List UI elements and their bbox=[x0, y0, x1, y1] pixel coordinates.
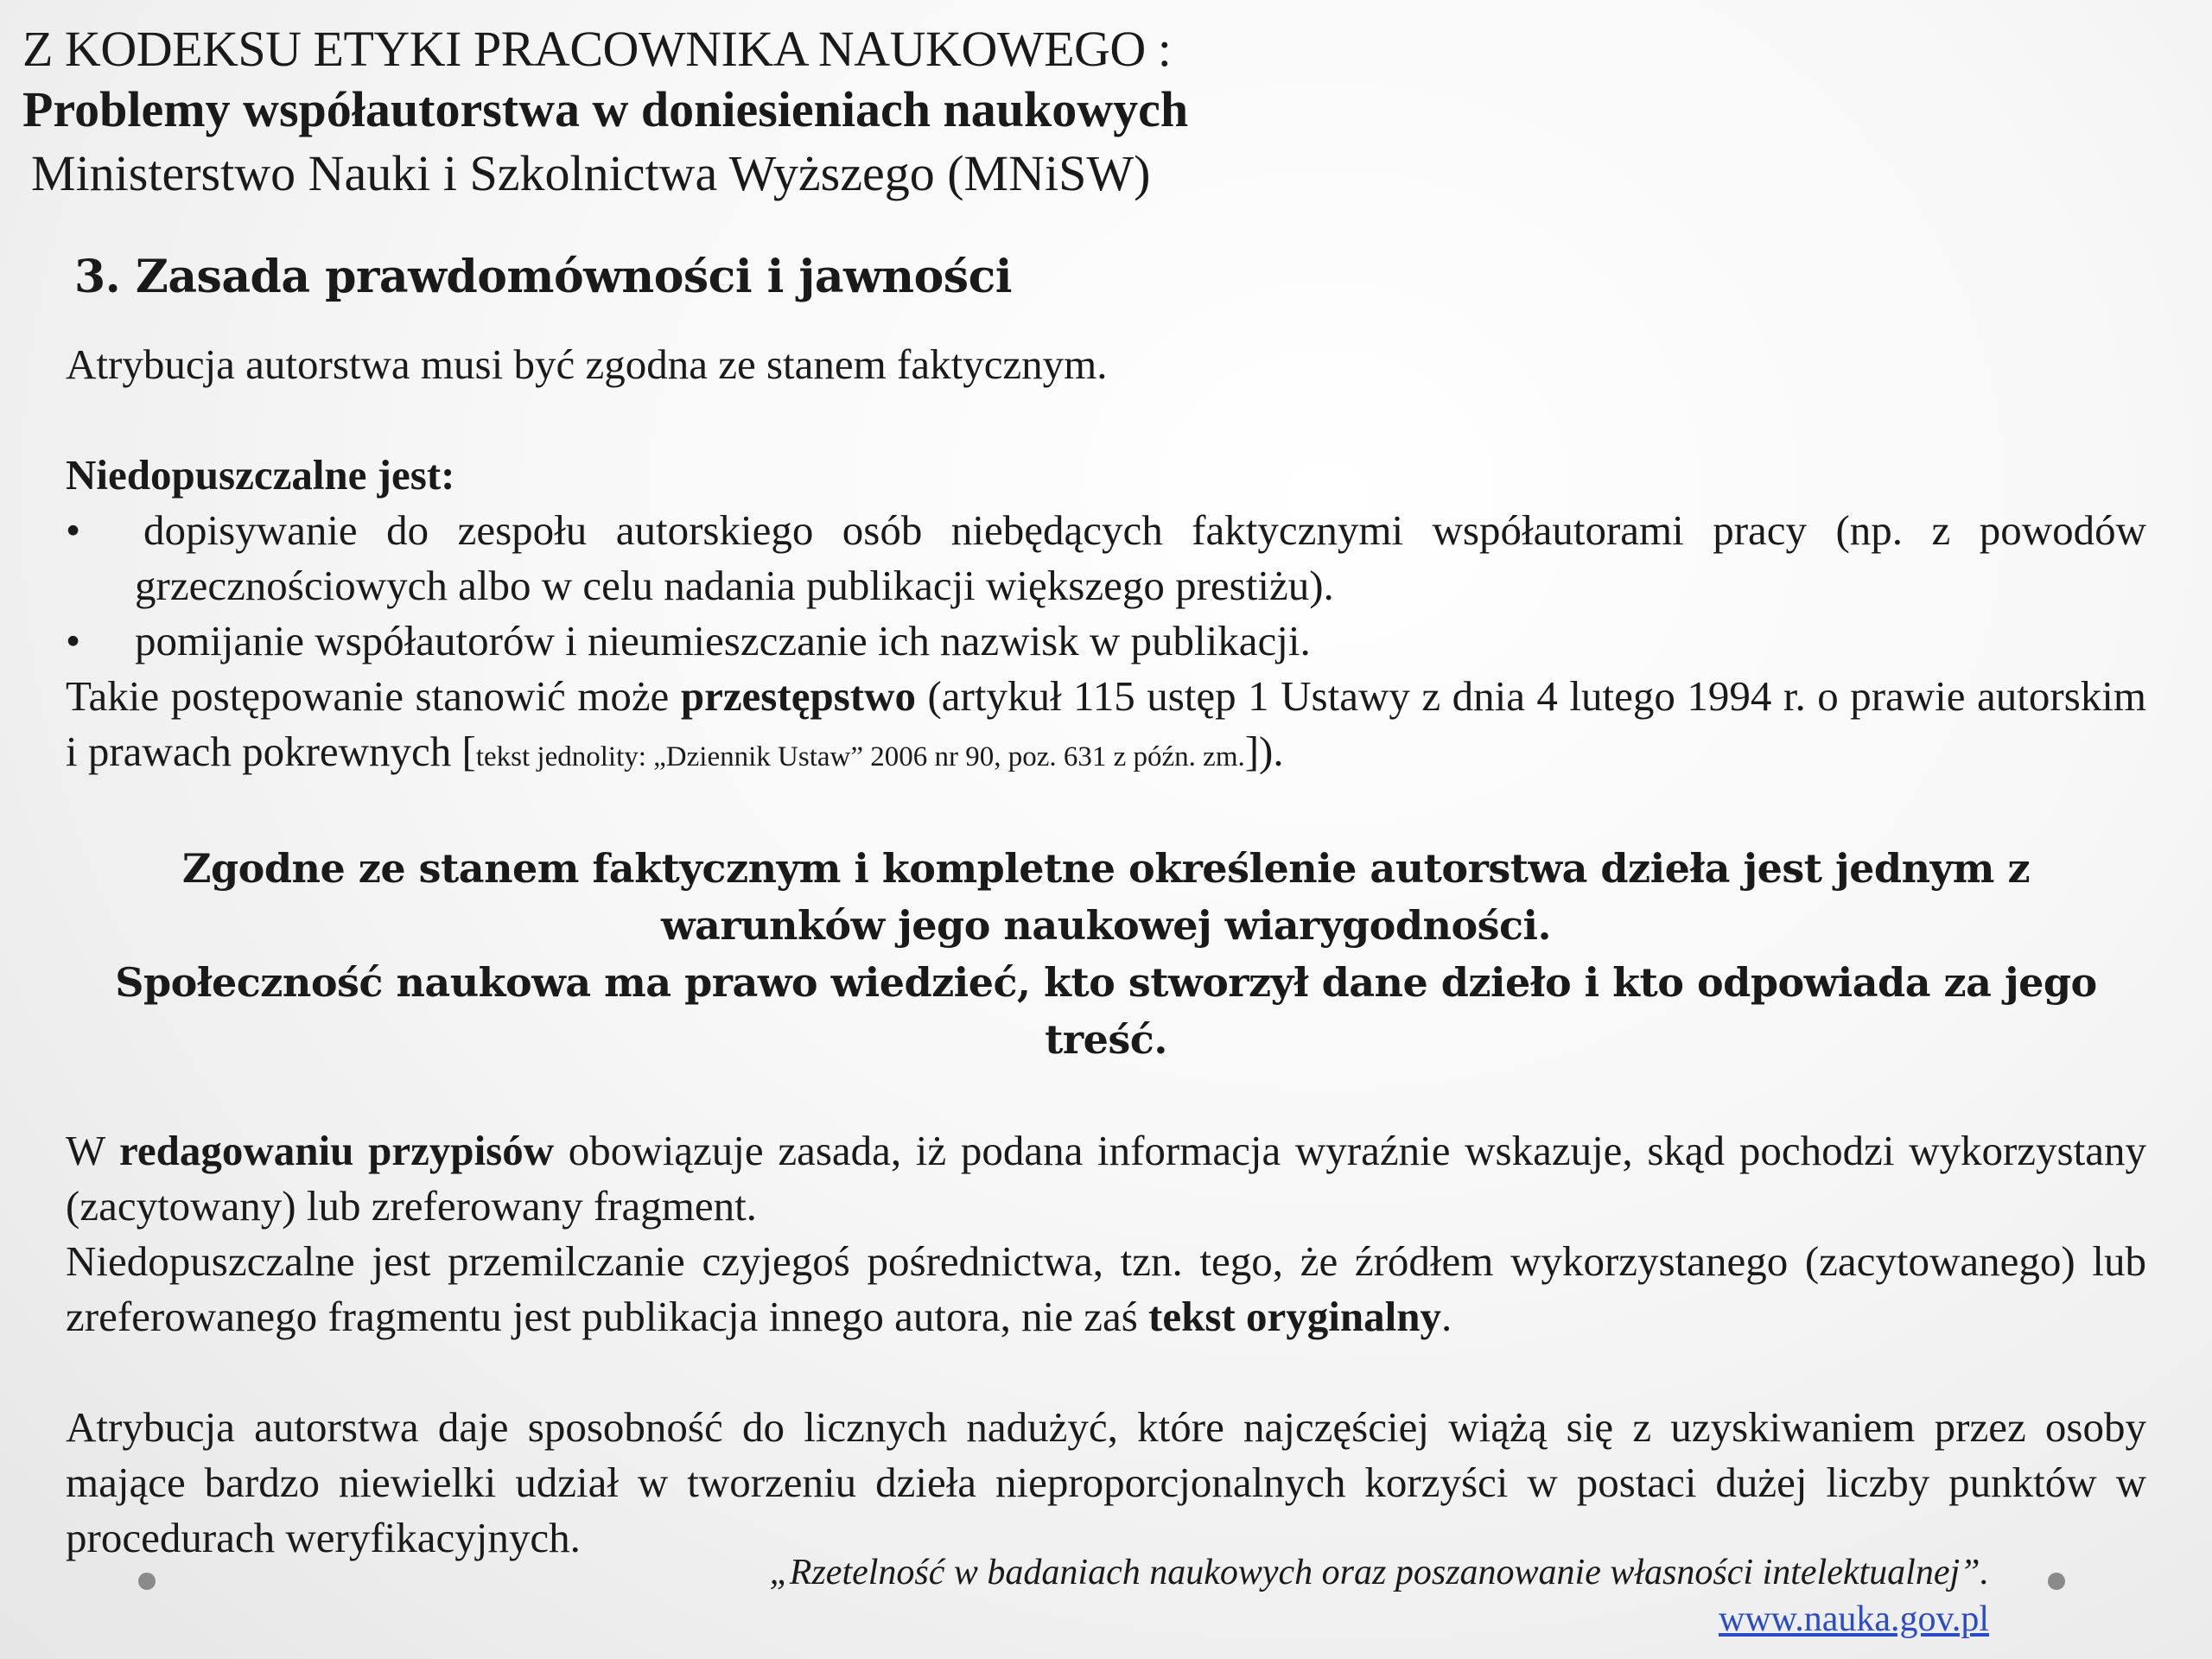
spacer bbox=[66, 1068, 2146, 1123]
header-code-title: Z KODEKSU ETYKI PRACOWNIKA NAUKOWEGO : bbox=[22, 21, 1172, 77]
slide-dot-left bbox=[138, 1573, 156, 1590]
spacer bbox=[66, 392, 2146, 448]
crime-paragraph bbox=[66, 669, 2146, 785]
crime-text-1: Takie postępowanie stanowić może bbox=[66, 672, 681, 720]
bullet-icon: • bbox=[66, 506, 81, 554]
mediation-paragraph bbox=[66, 1234, 2146, 1344]
crime-bold: przestępstwo bbox=[680, 672, 916, 720]
highlight-community: Społeczność naukowa ma prawo wiedzieć, kto stworzył dane dzieło i kto odpowiada za jego treść. bbox=[115, 959, 2097, 1063]
spacer bbox=[66, 785, 2146, 840]
footnote-text-2: obowiązuje zasada, iż podana informacja wyraźnie wskazuje, skąd pochodzi wykorzystany (zacytowany) lub zreferowany fragment. bbox=[66, 1127, 2146, 1230]
mediation-text-1: Niedopuszczalne jest przemilczanie czyjegoś pośrednictwa, tzn. tego, że źródłem wykorzystanego (zacytowanego) lub zreferowanego fragmentu jest publikacja innego autora, nie zaś bbox=[66, 1237, 2146, 1340]
mediation-bold: tekst oryginalny bbox=[1148, 1293, 1441, 1340]
list-item-text: dopisywanie do zespołu autorskiego osób niebędących faktycznymi współautorami pracy (np. z powodów grzecznościowych albo w celu nadania publikacji większego prestiżu). bbox=[135, 506, 2146, 609]
intro-paragraph: Atrybucja autorstwa musi być zgodna ze stanem faktycznym. bbox=[66, 340, 1108, 388]
crime-text-3: ]). bbox=[1244, 728, 1284, 775]
header-subtitle: Problemy współautorstwa w doniesieniach naukowych bbox=[22, 81, 1189, 137]
footnote-paragraph bbox=[66, 1123, 2146, 1234]
list-item-text: pomijanie współautorów i nieumieszczanie ich nazwisk w publikacji. bbox=[135, 617, 1311, 664]
highlight-credibility: Zgodne ze stanem faktycznym i kompletne określenie autorstwa dzieła jest jednym z warunków jego naukowej wiarygodności. bbox=[181, 845, 2031, 949]
footnote-text-1: W bbox=[66, 1127, 120, 1174]
section-title: 3. Zasada prawdomówności i jawności bbox=[74, 251, 1012, 303]
abuse-paragraph: Atrybucja autorstwa daje sposobność do licznych nadużyć, które najczęściej wiążą się z uzyskiwaniem przez osoby mające bardzo niewielki udział w tworzeniu dzieła nieproporcjonalnych korzyści w postaci dużej liczby punktów w procedurach weryfikacyjnych. bbox=[66, 1403, 2146, 1561]
list-item bbox=[66, 613, 2146, 669]
bullet-icon: • bbox=[66, 617, 81, 664]
footnote-bold: redagowaniu przypisów bbox=[119, 1127, 555, 1174]
spacer bbox=[66, 1344, 2146, 1400]
slide-content bbox=[66, 337, 2146, 1566]
not-allowed-list bbox=[66, 503, 2146, 669]
not-allowed-heading: Niedopuszczalne jest: bbox=[66, 451, 455, 499]
list-item bbox=[66, 503, 2146, 613]
slide-dot-right bbox=[2048, 1573, 2065, 1590]
header-ministry: Ministerstwo Nauki i Szkolnictwa Wyższego (MNiSW) bbox=[31, 145, 1151, 201]
mediation-text-2: . bbox=[1440, 1293, 1452, 1340]
crime-text-2: (artykuł 115 ustęp 1 Ustawy z dnia 4 lutego 1994 r. o prawie autorskim i prawach pokrewnych [ bbox=[66, 672, 2147, 775]
crime-citation: tekst jednolity: „Dziennik Ustaw” 2006 nr 90, poz. 631 z późn. zm. bbox=[475, 741, 1245, 772]
slide-header bbox=[22, 19, 2096, 207]
footer-quote: „Rzetelność w badaniach naukowych oraz poszanowanie własności intelektualnej”. bbox=[769, 1553, 1989, 1592]
footer-url-link[interactable]: www.nauka.gov.pl bbox=[1719, 1599, 1989, 1639]
